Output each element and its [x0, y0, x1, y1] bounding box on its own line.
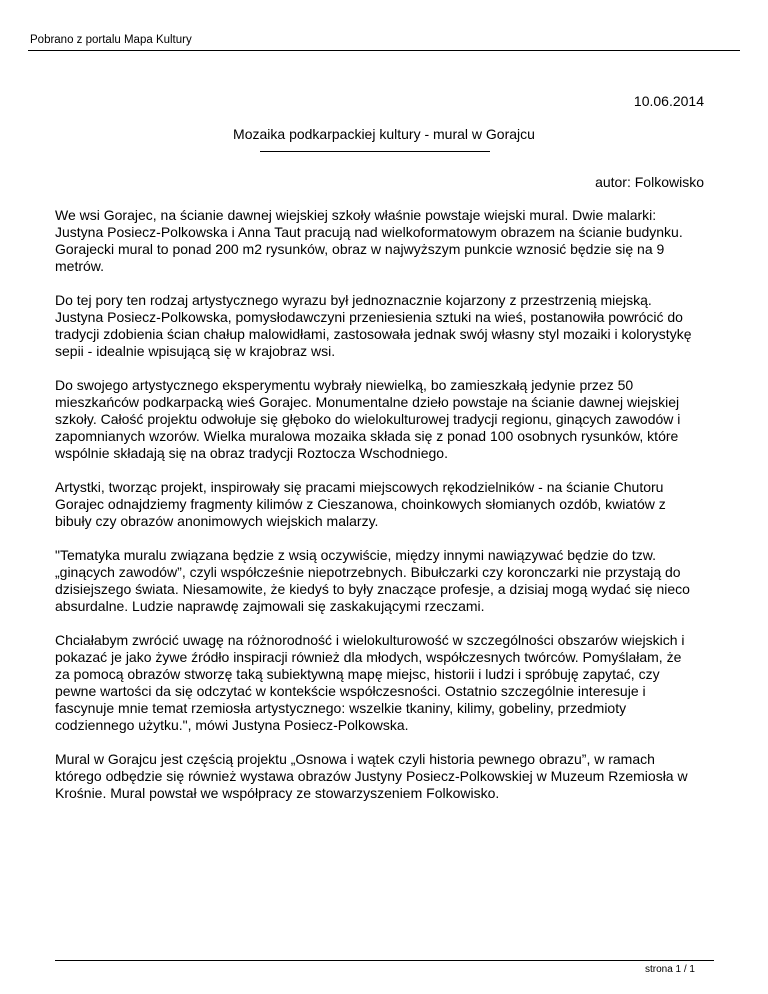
article-paragraph: Do tej pory ten rodzaj artystycznego wyrazu był jednoznacznie kojarzony z przestrzenią miejską. Justyna Posiecz-Polkowska, pomysłodawczyni przeniesienia sztuki na wieś, postanowiła powrócić do tradycji zdobienia ścian chałup malowidłami, zastosowała jednak swój własny styl mozaiki i kolorystykę sepii - idealnie wpisującą się w krajobraz wsi. [55, 292, 692, 359]
article-paragraph: We wsi Gorajec, na ścianie dawnej wiejskiej szkoły właśnie powstaje wiejski mural. Dwie malarki: Justyna Posiecz-Polkowska i Anna Taut pracują nad wielkoformatowym obrazem na ścianie budynku. Gorajecki mural to ponad 200 m2 rysunków, obraz w najwyższym punkcie wznosić będzie się na 9 metrów. [55, 207, 683, 274]
article-date: 10.06.2014 [633, 93, 704, 109]
article-body [55, 207, 715, 819]
article-paragraph: "Tematyka muralu związana będzie z wsią oczywiście, między innymi nawiązywać będzie do tzw. „ginących zawodów”, czyli współcześnie niepotrzebnych. Bibułczarki czy koronczarki nie przystają do dzisiejszego świata. Niesamowite, że kiedyś to były znaczące profesje, a dzisiaj mogą wydać się nieco absurdalne. Ludzie naprawdę zajmowali się zaskakującymi rzeczami. [55, 547, 690, 614]
article-paragraph: Artystki, tworząc projekt, inspirowały się pracami miejscowych rękodzielników - na ścianie Chutoru Gorajec odnajdziemy fragmenty kilimów z Cieszanowa, choinkowych słomianych ozdób, kwiatów z bibuły czy obrazów anonimowych wiejskich malarzy. [55, 479, 666, 529]
article-paragraph: Mural w Gorajcu jest częścią projektu „Osnowa i wątek czyli historia pewnego obrazu”, w ramach którego odbędzie się również wystawa obrazów Justyny Posiecz-Polkowskiej w Muzeum Rzemiosła w Krośnie. Mural powstał we współpracy ze stowarzyszeniem Folkowisko. [55, 751, 688, 801]
footer-divider [55, 960, 714, 961]
page-number: strona 1 / 1 [644, 964, 695, 975]
article-paragraph: Do swojego artystycznego eksperymentu wybrały niewielką, bo zamieszkałą jedynie przez 50 mieszkańców podkarpacką wieś Gorajec. Monumentalne dzieło powstaje na ścianie dawnej wiejskiej szkoły. Całość projektu odwołuje się głęboko do wielokulturowej tradycji regionu, ginących zawodów i zapomnianych wzorów. Wielka muralowa mozaika składa się z ponad 100 osobnych rysunków, które wspólnie składają się na obraz tradycji Roztocza Wschodniego. [55, 377, 681, 461]
header-divider [28, 50, 740, 51]
article-author: autor: Folkowisko [595, 174, 704, 190]
title-underline [260, 151, 490, 152]
article-title: Mozaika podkarpackiej kultury - mural w Gorajcu [233, 126, 535, 142]
article-paragraph: Chciałabym zwrócić uwagę na różnorodność i wielokulturowość w szczególności obszarów wiejskich i pokazać je jako żywe źródło inspiracji również dla młodych, współczesnych twórców. Pomyślałam, że za pomocą obrazów stworzę taką subiektywną mapę miejsc, historii i ludzi i spróbuję zapytać, czy pewne wartości da się odczytać w kontekście współczesności. Ostatnio szczególnie interesuje i fascynuje mnie temat rzemiosła artystycznego: wszelkie tkaniny, kilimy, gobeliny, przedmioty codziennego użytku.", mówi Justyna Posiecz-Polkowska. [55, 632, 685, 733]
page-header-source: Pobrano z portalu Mapa Kultury [30, 34, 192, 46]
